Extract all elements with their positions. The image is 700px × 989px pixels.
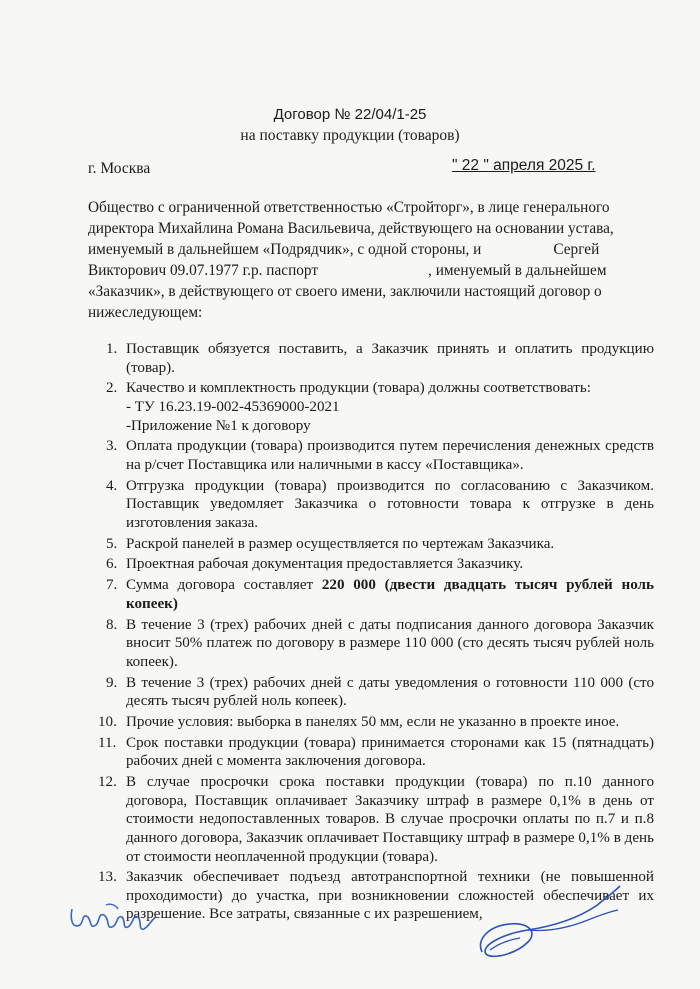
- item-text: В течение 3 (трех) рабочих дней с даты уведомления о готовности 110 000 (сто десять тысяч рублей ноль копеек).: [126, 674, 654, 710]
- item-text: Раскрой панелей в размер осуществляется по чертежам Заказчика.: [126, 535, 555, 552]
- contract-amount: 220 000 (двести двадцать тысяч рублей ноль копеек): [126, 577, 654, 612]
- item-number: 10.: [98, 713, 117, 730]
- preamble-line-text: именуемый в дальнейшем «Подрядчик», с одной стороны, и: [88, 241, 482, 258]
- item-number: 6.: [106, 556, 118, 573]
- contract-title: Договор № 22/04/1-25: [273, 106, 427, 123]
- item-text: Проектная рабочая документация предоставляется Заказчику.: [126, 556, 524, 573]
- item-text: В случае просрочки срока поставки продукции (товара) по п.10 данного договора, Поставщик оплачивает Заказчику штраф в размере 0,1% в день от стоимости недопоставленных товаров. В случае просрочки оплаты по п.7 и п.8 данного договора, Заказчик оплачивает Поставщику штраф в размере 0,1% в день от стоимости неоплаченной продукции (товара).: [126, 774, 654, 865]
- list-item: [88, 734, 654, 771]
- list-item: [88, 713, 654, 732]
- list-item: [88, 379, 654, 435]
- list-item: [88, 773, 654, 866]
- item-text: Качество и комплектность продукции (товара) должны соответствовать:: [126, 380, 591, 397]
- item-text: В течение 3 (трех) рабочих дней с даты подписания данного договора Заказчик вносит 50% платеж по договору в размере 110 000 (сто десять тысяч рублей ноль копеек).: [126, 616, 654, 670]
- date-day: " 22 ": [452, 157, 489, 174]
- date-month-year: апреля 2025 г.: [488, 157, 596, 174]
- item-text: Срок поставки продукции (товара) принимается сторонами как 15 (пятнадцать) рабочих дней с момента заключения договора.: [126, 734, 654, 770]
- item-number: 12.: [98, 774, 117, 791]
- item-number: 1.: [106, 341, 118, 357]
- contract-title-block: [0, 104, 700, 146]
- place-of-signing: г. Москва: [88, 160, 151, 177]
- item-text: Поставщик обязуется поставить, а Заказчик принять и оплатить продукцию (товар).: [126, 341, 654, 376]
- preamble-line: нижеследующем:: [88, 304, 203, 321]
- preamble-line-text: , именуемый в дальнейшем: [428, 262, 607, 279]
- item-number: 8.: [106, 616, 118, 633]
- preamble-line: [88, 239, 648, 260]
- item-number: 5.: [106, 535, 118, 552]
- item-number: 9.: [106, 674, 118, 691]
- item-number: 13.: [98, 869, 117, 886]
- preamble-line-text: Викторович 09.07.1977 г.р. паспорт: [88, 262, 319, 279]
- item-number: 11.: [98, 734, 117, 751]
- list-item: [88, 576, 654, 613]
- item-subline: - ТУ 16.23.19-002-45369000-2021: [126, 398, 340, 415]
- item-number: 3.: [106, 438, 118, 455]
- initials-mark: [66, 895, 162, 939]
- contract-terms-list: [88, 340, 654, 926]
- signature: [468, 880, 628, 975]
- list-item: [88, 535, 654, 554]
- item-text: Сумма договора составляет: [126, 577, 322, 594]
- item-number: 4.: [106, 477, 118, 494]
- list-item: [88, 340, 654, 377]
- list-item: [88, 477, 654, 533]
- item-text: Прочие условия: выборка в панелях 50 мм, если не указанно в проекте иное.: [126, 713, 620, 730]
- item-subline: -Приложение №1 к договору: [126, 417, 311, 434]
- preamble-line: директора Михайлина Романа Васильевича, действующего на основании устава,: [88, 220, 614, 237]
- preamble: [88, 197, 648, 323]
- item-number: 7.: [106, 577, 118, 594]
- item-text: Отгрузка продукции (товара) производится по согласованию с Заказчиком. Поставщик уведомляет Заказчика о готовности товара к отгрузке в день изготовления заказа.: [126, 477, 654, 531]
- list-item: [88, 674, 654, 711]
- list-item: [88, 555, 654, 574]
- preamble-line: Общество с ограниченной ответственностью «Стройторг», в лице генерального: [88, 199, 610, 216]
- contract-subtitle: на поставку продукции (товаров): [240, 127, 460, 144]
- contract-date: [452, 157, 596, 175]
- item-text: Заказчик обеспечивает подъезд автотранспортной техники (не повышенной проходимости) до участка, при возникновении сложностей обеспечивает их разрешение. Все затраты, связанные с их разрешением,: [126, 869, 654, 923]
- list-item: [88, 437, 654, 474]
- item-text: Оплата продукции (товара) производится путем перечисления денежных средств на р/счет Поставщика или наличными в кассу «Поставщика».: [126, 438, 654, 473]
- preamble-line: «Заказчик», в действующего от своего имени, заключили настоящий договор о: [88, 283, 602, 300]
- list-item: [88, 616, 654, 672]
- item-number: 2.: [106, 380, 118, 397]
- customer-first-name: Сергей: [553, 241, 600, 258]
- preamble-line: [88, 260, 648, 281]
